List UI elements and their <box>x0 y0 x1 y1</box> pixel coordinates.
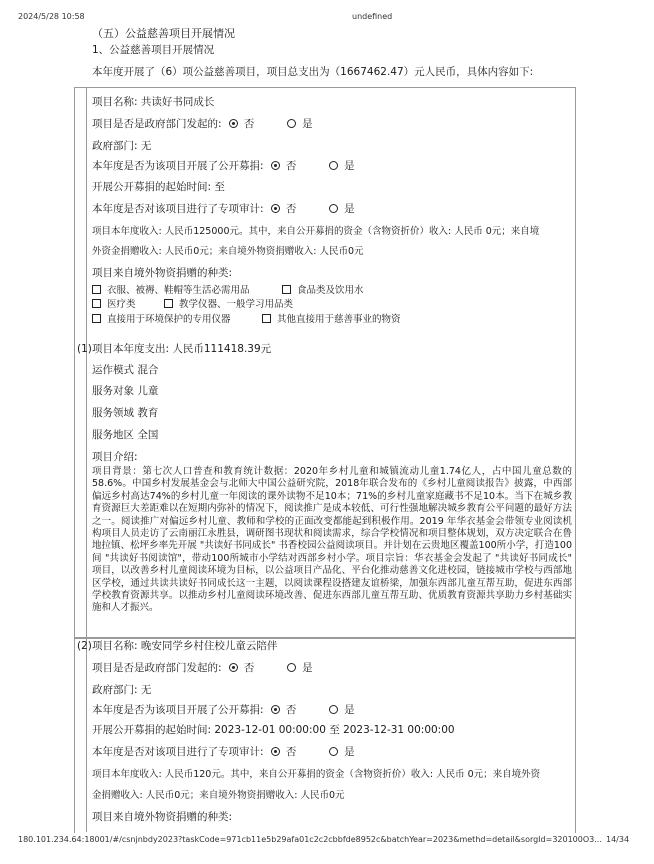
public-fundraising-question: 本年度是否为该项目开展了公开募捐: <box>92 704 264 716</box>
donation-type-item: 其他直接用于慈善事业的物资 <box>262 313 401 326</box>
radio-no[interactable] <box>271 747 280 756</box>
row-number: (1) <box>77 343 92 355</box>
project-expense: 项目本年度支出: 人民币111418.39元 <box>92 343 272 355</box>
radio-no[interactable] <box>271 705 280 714</box>
special-audit-question: 本年度是否对该项目进行了专项审计: <box>92 746 264 758</box>
radio-yes-label: 是 <box>344 203 355 215</box>
print-page-number: 14/34 <box>606 835 630 844</box>
donation-type-item: 教学仪器、一般学习用品类 <box>164 298 293 311</box>
special-audit-row <box>92 203 355 216</box>
radio-no-label: 否 <box>285 203 297 215</box>
projects-summary: 本年度开展了（6）项公益慈善项目，项目总支出为（1667462.47）元人民币，具体内容如下: <box>92 66 534 78</box>
project-name: 项目名称: 晚安同学乡村住校儿童云陪伴 <box>92 640 278 652</box>
public-fundraising-question: 本年度是否为该项目开展了公开募捐: <box>92 160 264 172</box>
radio-yes-label: 是 <box>302 118 313 130</box>
special-audit-row <box>92 746 355 759</box>
operation-mode: 运作模式 混合 <box>92 364 159 376</box>
radio-yes[interactable] <box>329 705 338 714</box>
radio-yes[interactable] <box>329 161 338 170</box>
radio-yes[interactable] <box>329 204 338 213</box>
table-divider <box>86 87 87 639</box>
gov-initiated-row <box>92 118 313 131</box>
checkbox[interactable] <box>92 299 101 308</box>
radio-no-label: 否 <box>285 746 297 758</box>
radio-no[interactable] <box>271 204 280 213</box>
radio-no-label: 否 <box>243 662 255 674</box>
gov-initiated-question: 项目是否是政府部门发起的: <box>92 662 222 674</box>
income-line-2: 金捐赠收入: 人民币0元；来自境外物资捐赠收入: 人民币0元 <box>92 790 345 801</box>
service-area: 服务地区 全国 <box>92 429 159 441</box>
radio-no[interactable] <box>229 663 238 672</box>
gov-initiated-row <box>92 662 313 675</box>
print-page-title: undefined <box>352 12 393 21</box>
fundraising-start-time: 开展公开募捐的起始时间: 2023-12-01 00:00:00 至 2023-12-31 00:00:00 <box>92 724 455 736</box>
print-url: 180.101.234.64:18001/#/csnjnbdy2023?taskCode=971cb11e5b29afa01c2c2cbbfde8952c&batchYear=2023&methd=detail&sorgId=320100O3... <box>18 835 602 844</box>
radio-no[interactable] <box>229 119 238 128</box>
service-field: 服务领域 教育 <box>92 407 159 419</box>
section-title: （五）公益慈善项目开展情况 <box>92 27 235 40</box>
checkbox[interactable] <box>282 285 291 294</box>
public-fundraising-row <box>92 160 355 173</box>
donation-type-item: 食品类及饮用水 <box>282 284 364 297</box>
gov-initiated-question: 项目是否是政府部门发起的: <box>92 118 222 130</box>
public-fundraising-row <box>92 704 355 717</box>
project-intro-label: 项目介绍: <box>92 451 138 463</box>
row-number: (2) <box>77 640 92 652</box>
donation-type-item: 医疗类 <box>92 298 136 311</box>
subsection-title: 1、公益慈善项目开展情况 <box>92 44 215 56</box>
radio-no-label: 否 <box>285 704 297 716</box>
radio-yes[interactable] <box>287 663 296 672</box>
radio-yes[interactable] <box>287 119 296 128</box>
radio-yes[interactable] <box>329 747 338 756</box>
print-datetime: 2024/5/28 10:58 <box>18 12 85 21</box>
project-intro-text: 项目背景：第七次人口普查和教育统计数据：2020年乡村儿童和城镇流动儿童1.74亿人，占中国儿童总数的58.6%。中国乡村发展基金会与北师大中国公益研究院，2018年联合发布的《乡村儿童阅读报告》披露，中西部偏远乡村高达74%的乡村儿童一年阅读的课外读物不足10本；71%的乡村儿童家庭藏书不足10本。当下在城乡教育资源巨大差距难以在短期内弥补的情况下，阅读推广是成本较低、可行性强地解决城乡教育公平问题的最好方法之一。阅读推广对偏远乡村儿童、教师和学校的正面改变都能起到积极作用。2019 年华衣基金会带领专业阅读机构项目人员走访了云南丽江永胜县，调研图书现状和阅读需求，综合学校情况和项目整体规划，双方决定联合在鲁地拉镇、松坪乡率先开展 "共读好书同成长" 书香校园公益阅读项目。并计划在云贵地区覆盖100所小学，打造100间 "共读好书阅读馆"，带动100所城市小学结对西部乡村小学。项目宗旨：华衣基金会发起了 "共读好书同成长" 项目，以改善乡村儿童阅读环境为目标，以公益项目产品化、平台化推动慈善文化进校园，链接城市学校与西部地区学校，通过共读共读好书同成长这一主题，以阅读课程设搭建友谊桥梁，加强东西部儿童互帮互助，促进东西部学校教育资源共享。以推动乡村儿童阅读环境改善、促进东西部儿童互帮互助、优质教育资源共享助力乡村基础实施和人才振兴。 <box>92 466 572 614</box>
radio-no-label: 否 <box>285 160 297 172</box>
checkbox[interactable] <box>164 299 173 308</box>
fundraising-start-time: 开展公开募捐的起始时间: 至 <box>92 181 225 193</box>
donation-type-item: 直接用于环境保护的专用仪器 <box>92 313 231 326</box>
radio-no[interactable] <box>271 161 280 170</box>
income-line-2: 外资金捐赠收入: 人民币0元；来自境外物资捐赠收入: 人民币0元 <box>92 246 364 257</box>
radio-yes-label: 是 <box>344 160 355 172</box>
donation-type-item: 衣服、被褥、鞋帽等生活必需用品 <box>92 284 250 297</box>
radio-no-label: 否 <box>243 118 255 130</box>
table-divider <box>86 637 87 832</box>
checkbox[interactable] <box>262 314 271 323</box>
income-line-1: 项目本年度收入: 人民币125000元。其中，来自公开募捐的资金（含物资折价）收入: 人民币 0元；来自境 <box>92 226 540 237</box>
gov-department: 政府部门: 无 <box>92 684 152 696</box>
income-line-1: 项目本年度收入: 人民币120元。其中，来自公开募捐的资金（含物资折价）收入: 人民币 0元；来自境外资 <box>92 769 541 780</box>
project-name: 项目名称: 共读好书同成长 <box>92 96 215 108</box>
gov-department: 政府部门: 无 <box>92 140 152 152</box>
radio-yes-label: 是 <box>302 662 313 674</box>
checkbox[interactable] <box>92 285 101 294</box>
radio-yes-label: 是 <box>344 746 355 758</box>
donation-types-label: 项目来自境外物资捐赠的种类: <box>92 267 233 279</box>
donation-types-label: 项目来自境外物资捐赠的种类: <box>92 811 233 823</box>
service-target: 服务对象 儿童 <box>92 385 159 397</box>
radio-yes-label: 是 <box>344 704 355 716</box>
checkbox[interactable] <box>92 314 101 323</box>
special-audit-question: 本年度是否对该项目进行了专项审计: <box>92 203 264 215</box>
